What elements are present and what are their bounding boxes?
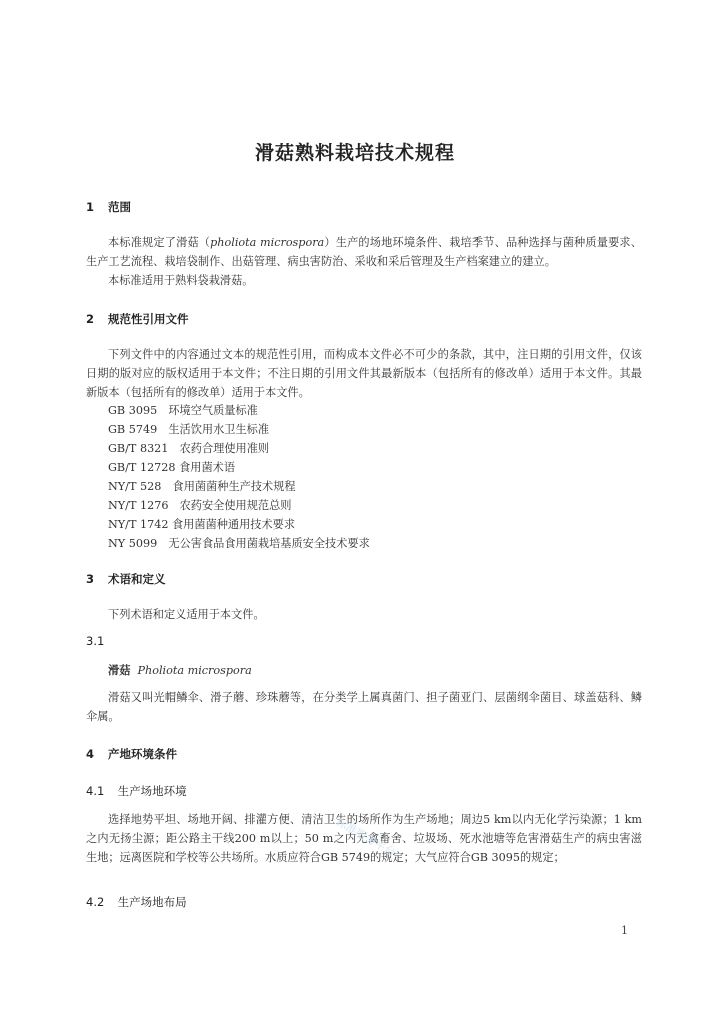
section-3-intro: 下列术语和定义适用于本文件。 [108, 608, 265, 621]
reference-item: NY/T 528 食用菌菌种生产技术规程 [108, 480, 296, 493]
section-3-number: 3 [86, 572, 95, 586]
subsection-4-1-heading [86, 783, 187, 799]
subsection-3-1-number: 3.1 [86, 634, 105, 648]
page-number: 1 [621, 924, 628, 937]
section-4-heading [86, 746, 177, 762]
reference-item: NY/T 1276 农药安全使用规范总则 [108, 499, 292, 512]
reference-item: GB 5749 生活饮用水卫生标准 [108, 423, 270, 436]
reference-item: GB/T 8321 农药合理使用准则 [108, 442, 270, 455]
section-1-paragraph-1 [86, 233, 642, 271]
reference-item: NY/T 1742 食用菌菌种通用技术要求 [108, 518, 296, 531]
term-definition: 滑菇又叫光帽鳞伞、滑子蘑、珍珠蘑等，在分类学上属真菌门、担子菌亚门、层菌纲伞菌目、球盖菇科、鳞伞属。 [86, 691, 642, 723]
reference-item: GB/T 12728 食用菌术语 [108, 461, 236, 474]
section-4-number: 4 [86, 747, 95, 761]
subsection-3-1-heading [86, 634, 104, 648]
section-1-text-b: ）生产的场地环境条件、栽培季节、品种选择与菌种质量要求、生产工艺流程、栽培袋制作、出菇管理、病虫害防治、采收和采后管理及生产档案建立的建立。 [86, 236, 642, 268]
section-4-title: 产地环境条件 [108, 747, 178, 761]
section-3-title: 术语和定义 [108, 572, 166, 586]
subsection-4-2-heading [86, 894, 187, 910]
subsection-4-2-number: 4.2 [86, 895, 105, 909]
section-1-title: 范围 [108, 200, 132, 214]
section-2-number: 2 [86, 312, 95, 326]
watermark: 标准服务平台 [333, 815, 398, 860]
reference-item: NY 5099 无公害食品食用菌栽培基质安全技术要求 [108, 537, 370, 550]
section-2-intro: 下列文件中的内容通过文本的规范性引用，而构成本文件必不可少的条款，其中，注日期的引用文件，仅该日期的版对应的版权适用于本文件；不注日期的引用文件其最新版本（包括所有的修改单）适用于本文件。其最新版本（包括所有的修改单）适用于本文件。 [86, 348, 642, 399]
term-latin-name: Pholiota microspora [137, 664, 252, 677]
subsection-4-2-title: 生产场地布局 [117, 895, 187, 909]
reference-item: GB 3095 环境空气质量标准 [108, 404, 258, 417]
section-1-paragraph-2: 本标准适用于熟料袋栽滑菇。 [108, 274, 254, 287]
section-1-latin-name: pholiota microspora [210, 236, 325, 249]
subsection-4-1-text: 选择地势平坦、场地开阔、排灌方便、清洁卫生的场所作为生产场地；周边5 km以内无化学污染源；1 km之内无扬尘源；距公路主干线200 m以上；50 m之内无禽畜舍、垃圾场、死水池塘等危害滑菇生产的病虫害滋生地；远离医院和学校等公共场所。水质应符合GB 5749的规定；大气应符合GB 3095的规定； [86, 813, 642, 864]
subsection-4-1-number: 4.1 [86, 784, 105, 798]
section-3-heading [86, 571, 166, 587]
section-1-heading [86, 199, 131, 215]
section-1-text-a: 本标准规定了滑菇（ [108, 236, 211, 249]
section-2-title: 规范性引用文件 [108, 312, 189, 326]
subsection-4-1-title: 生产场地环境 [117, 784, 187, 798]
term-entry [108, 662, 252, 678]
section-1-number: 1 [86, 200, 95, 214]
document-title: 滑菇熟料栽培技术规程 [254, 142, 455, 164]
term-name: 滑菇 [108, 663, 131, 677]
section-2-heading [86, 311, 189, 327]
